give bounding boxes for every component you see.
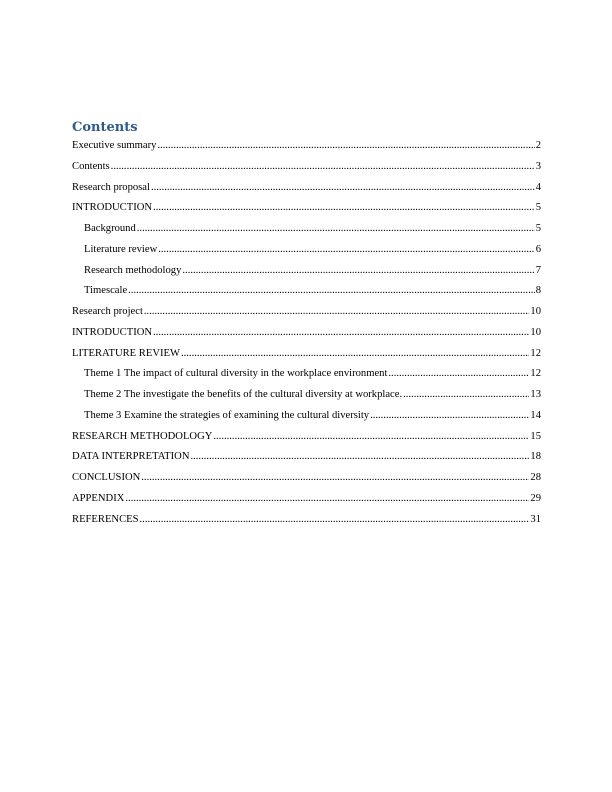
toc-entry[interactable] [72, 430, 541, 451]
toc-dot-leader [157, 139, 534, 152]
toc-entry-page-number[interactable]: 13 [530, 389, 541, 400]
toc-entry-title[interactable]: Literature review [84, 243, 158, 255]
toc-dot-leader [140, 513, 530, 526]
toc-entry-page-number[interactable]: 8 [535, 285, 541, 297]
toc-entry-page-number[interactable]: 7 [535, 264, 541, 276]
toc-entry-title[interactable]: CONCLUSION [72, 472, 141, 483]
toc-entry[interactable] [72, 409, 541, 430]
toc-entry-page-number[interactable]: 10 [530, 326, 541, 338]
toc-entry-title[interactable]: Contents [72, 160, 110, 172]
toc-dot-leader [388, 367, 529, 380]
toc-entry-page-number[interactable]: 12 [530, 347, 541, 359]
toc-entry-page-number[interactable]: 31 [530, 513, 541, 525]
toc-entry[interactable] [72, 222, 541, 243]
toc-entry[interactable] [72, 284, 541, 305]
toc-entry-page-number[interactable]: 5 [535, 223, 541, 234]
toc-entry-title[interactable]: Executive summary [72, 140, 157, 151]
toc-dot-leader [370, 409, 529, 422]
toc-dot-leader [153, 326, 529, 339]
toc-entry[interactable] [72, 160, 541, 181]
toc-entry[interactable] [72, 347, 541, 368]
toc-entry-page-number[interactable]: 14 [530, 409, 541, 421]
toc-entry[interactable] [72, 513, 541, 534]
toc-entry-title[interactable]: Theme 1 The impact of cultural diversity in the workplace environment [84, 368, 388, 380]
toc-dot-leader [125, 492, 529, 505]
toc-entry-page-number[interactable]: 5 [535, 202, 541, 214]
toc-entry-title[interactable]: Theme 3 Examine the strategies of examining the cultural diversity [84, 409, 370, 421]
toc-dot-leader [158, 243, 534, 256]
toc-entry-title[interactable]: INTRODUCTION [72, 326, 153, 338]
toc-entry[interactable] [72, 201, 541, 222]
toc-entry[interactable] [72, 264, 541, 285]
toc-dot-leader [153, 201, 535, 214]
toc-dot-leader [128, 284, 535, 297]
toc-entry-title[interactable]: INTRODUCTION [72, 202, 153, 214]
toc-entry-title[interactable]: Timescale [84, 285, 128, 297]
toc-entry-page-number[interactable]: 10 [530, 306, 541, 317]
table-of-contents [72, 139, 541, 533]
toc-entry-title[interactable]: Research methodology [84, 264, 182, 276]
toc-dot-leader [111, 160, 535, 173]
toc-dot-leader [151, 181, 535, 194]
toc-entry-page-number[interactable]: 18 [530, 451, 541, 463]
toc-heading: Contents [72, 120, 138, 135]
toc-entry-page-number[interactable]: 2 [535, 140, 541, 151]
toc-entry[interactable] [72, 139, 541, 160]
toc-entry-page-number[interactable]: 15 [530, 430, 541, 442]
toc-entry-title[interactable]: DATA INTERPRETATION [72, 451, 190, 463]
toc-entry-title[interactable]: Background [84, 223, 136, 234]
toc-entry-title[interactable]: Research project [72, 306, 143, 317]
toc-entry-page-number[interactable]: 28 [530, 472, 541, 483]
toc-entry-title[interactable]: LITERATURE REVIEW [72, 347, 180, 359]
toc-entry[interactable] [72, 367, 541, 388]
toc-entry-title[interactable]: Theme 2 The investigate the benefits of the cultural diversity at workplace. [84, 389, 403, 400]
toc-entry[interactable] [72, 326, 541, 347]
toc-dot-leader [144, 305, 530, 318]
toc-dot-leader [403, 388, 529, 401]
toc-entry-page-number[interactable]: 6 [535, 243, 541, 255]
toc-entry[interactable] [72, 471, 541, 492]
toc-entry-page-number[interactable]: 4 [535, 181, 541, 193]
toc-entry[interactable] [72, 450, 541, 471]
toc-dot-leader [182, 264, 534, 277]
toc-dot-leader [141, 471, 529, 484]
toc-entry-page-number[interactable]: 12 [530, 368, 541, 380]
toc-dot-leader [213, 430, 529, 443]
toc-dot-leader [181, 347, 529, 360]
toc-entry[interactable] [72, 305, 541, 326]
toc-entry-title[interactable]: Research proposal [72, 181, 150, 193]
toc-entry[interactable] [72, 243, 541, 264]
toc-entry-page-number[interactable]: 29 [530, 492, 541, 504]
toc-entry-page-number[interactable]: 3 [535, 160, 541, 172]
toc-entry[interactable] [72, 181, 541, 202]
toc-dot-leader [137, 222, 535, 235]
toc-entry-title[interactable]: APPENDIX [72, 492, 125, 504]
toc-entry-title[interactable]: REFERENCES [72, 513, 139, 525]
toc-entry[interactable] [72, 388, 541, 409]
toc-entry[interactable] [72, 492, 541, 513]
toc-dot-leader [190, 450, 529, 463]
toc-entry-title[interactable]: RESEARCH METHODOLOGY [72, 430, 213, 442]
